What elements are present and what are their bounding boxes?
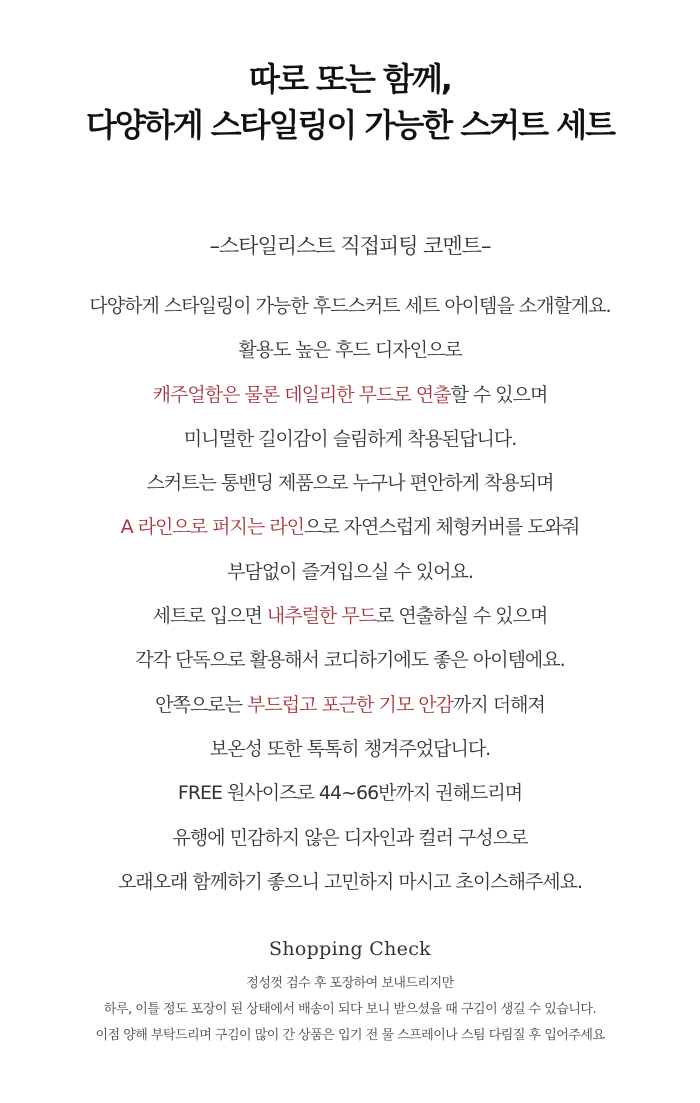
highlighted-phrase: A 라인으로 퍼지는 라인 (120, 516, 304, 539)
stylist-comment-heading: –스타일리스트 직접피팅 코멘트– (209, 234, 491, 258)
comment-line (0, 465, 700, 509)
comment-line (0, 820, 700, 864)
comment-line (0, 554, 700, 598)
comment-line (0, 421, 700, 465)
comment-text: 까지 더해져 (453, 693, 545, 716)
comment-line (0, 288, 700, 332)
shopping-check-notice (0, 971, 700, 1049)
comment-line (0, 775, 700, 819)
headline-line-1: 따로 또는 함께, (249, 60, 451, 98)
comment-text: 안쪽으로는 (155, 693, 247, 716)
comment-text: 세트로 입으면 (152, 605, 267, 628)
highlighted-phrase: 캐주얼함은 물론 데일리한 무드로 연출 (152, 383, 451, 406)
highlighted-phrase: 내추럴한 무드 (266, 605, 377, 628)
headline (0, 56, 700, 148)
shopping-check-line: 이점 양해 부탁드리며 구김이 많이 간 상품은 입기 전 물 스프레이나 스팀 다림질 후 입어주세요 (95, 1028, 605, 1043)
comment-text: 유행에 민감하지 않은 디자인과 컬러 구성으로 (172, 826, 528, 849)
stylist-comment (0, 288, 700, 908)
comment-line (0, 864, 700, 908)
comment-text: 미니멀한 길이감이 슬림하게 착용된답니다. (183, 427, 517, 450)
comment-line (0, 598, 700, 642)
comment-text: 다양하게 스타일링이 가능한 후드스커트 세트 아이템을 소개할게요. (89, 295, 611, 317)
comment-line (0, 731, 700, 775)
headline-line-2: 다양하게 스타일링이 가능한 스커트 세트 (85, 106, 615, 144)
shopping-check-title: Shopping Check (269, 938, 431, 960)
comment-line (0, 687, 700, 731)
comment-text: 스커트는 통밴딩 제품으로 누구나 편안하게 착용되며 (146, 472, 554, 495)
comment-line (0, 332, 700, 376)
shopping-check-line: 정성껏 검수 후 포장하여 보내드리지만 (246, 976, 454, 991)
comment-text: 할 수 있으며 (450, 383, 548, 406)
comment-text: 활용도 높은 후드 디자인으로 (238, 339, 462, 362)
shopping-check-line: 하루, 이틀 정도 포장이 된 상태에서 배송이 되다 보니 받으셨을 때 구김이 생길 수 있습니다. (103, 1002, 597, 1017)
comment-line (0, 642, 700, 686)
comment-text: 로 연출하실 수 있으며 (376, 605, 548, 628)
comment-text: 부담없이 즐겨입으실 수 있어요. (227, 560, 473, 583)
comment-text: 각각 단독으로 활용해서 코디하기에도 좋은 아이템에요. (135, 649, 565, 672)
highlighted-phrase: 부드럽고 포근한 기모 안감 (246, 693, 453, 716)
comment-text: 으로 자연스럽게 체형커버를 도와줘 (303, 516, 580, 539)
comment-text: 오래오래 함께하기 좋으니 고민하지 마시고 초이스해주세요. (117, 870, 583, 893)
comment-line (0, 509, 700, 553)
comment-line (0, 377, 700, 421)
comment-text: 보온성 또한 톡톡히 챙겨주었답니다. (209, 737, 491, 760)
comment-text: FREE 원사이즈로 44~66반까지 권해드리며 (177, 782, 523, 805)
